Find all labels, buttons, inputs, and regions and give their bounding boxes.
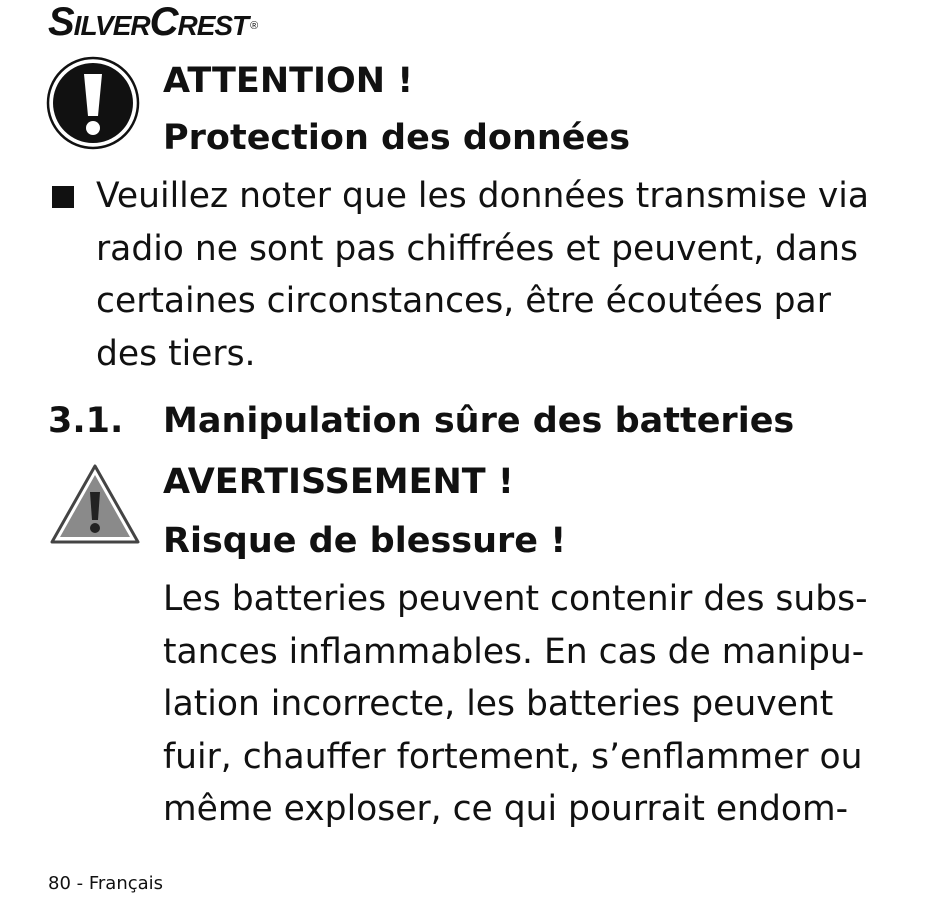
- section-title: Manipulation sûre des batteries: [163, 401, 795, 441]
- warning-triangle-icon: [48, 462, 142, 546]
- registered-mark: ®: [250, 20, 258, 32]
- warning-title: AVERTISSEMENT !: [163, 462, 514, 502]
- exclamation-circle-icon: [46, 56, 140, 150]
- brand-name: SilverCrest: [48, 0, 249, 44]
- text-line: lation incorrecte, les batteries peuvent: [163, 684, 834, 724]
- text-line: des tiers.: [96, 333, 256, 374]
- text-line: même exploser, ce qui pourrait endom-: [163, 789, 849, 829]
- attention-bullet-text: [96, 170, 869, 380]
- text-line: Veuillez noter que les données transmise via: [96, 176, 869, 216]
- attention-subtitle: Protection des données: [163, 118, 631, 158]
- text-line: fuir, chauffer fortement, s’enflammer ou: [163, 736, 863, 777]
- text-line: radio ne sont pas chiffrées et peuvent, dans: [96, 228, 858, 269]
- attention-title: ATTENTION !: [163, 61, 414, 101]
- page-number: 80 - Français: [48, 873, 164, 894]
- text-line: certaines circonstances, être écoutées par: [96, 281, 831, 321]
- warning-body-text: [163, 573, 868, 836]
- text-line: Les batteries peuvent contenir des subs-: [163, 579, 868, 619]
- warning-subtitle: Risque de blessure !: [163, 521, 567, 561]
- bullet-square-icon: [52, 186, 74, 208]
- brand-logo: [48, 0, 257, 44]
- text-line: tances inflammables. En cas de manipu-: [163, 631, 865, 672]
- section-number: 3.1.: [48, 401, 124, 441]
